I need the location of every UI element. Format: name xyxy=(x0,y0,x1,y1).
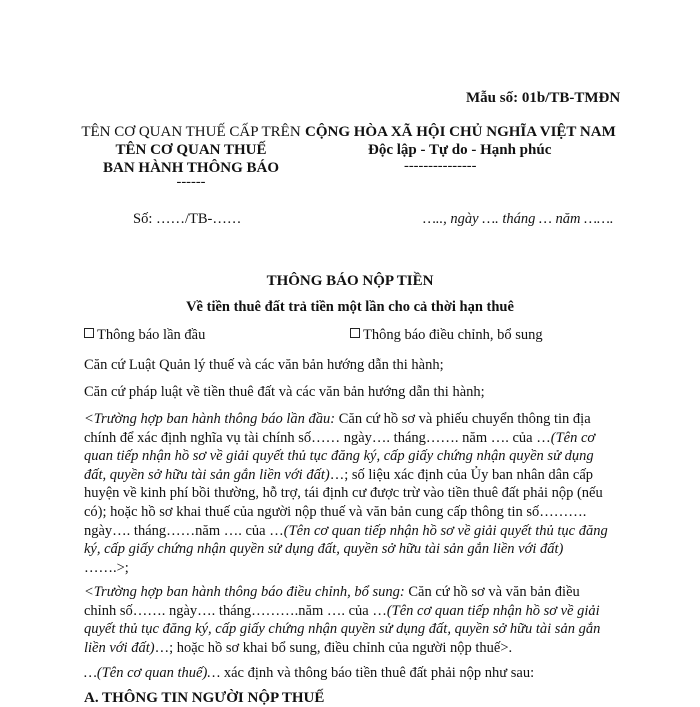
case1-line1-text: Căn cứ hồ sơ và phiếu chuyển thông tin địa xyxy=(335,411,591,427)
case2-line2-text: chỉnh số……. ngày…. tháng……….năm …. của … xyxy=(84,602,387,619)
case1-line8: ký, cấp giấy chứng nhận quyền sử dụng đất, quyền sở hữu tài sản gắn liền với đất) xyxy=(84,541,564,558)
document-number: Số: ……/TB-…… xyxy=(133,211,242,227)
case2-line1-italic: <Trường hợp ban hành thông báo điều chỉnh, bổ sung: xyxy=(84,584,405,600)
case1-line7-text: ngày…. tháng……năm …. của … xyxy=(84,522,284,539)
agency-header-divider: ------ xyxy=(176,174,206,190)
section-a-heading: A. THÔNG TIN NGƯỜI NỘP THUẾ xyxy=(84,690,325,706)
case-first-notice-paragraph xyxy=(84,410,624,577)
notice-title: THÔNG BÁO NỘP TIỀN xyxy=(266,273,434,289)
document-date: ….., ngày …. tháng … năm ……. xyxy=(423,211,614,227)
national-motto: Độc lập - Tự do - Hạnh phúc xyxy=(368,142,552,158)
case1-line1-italic: <Trường hợp ban hành thông báo lần đầu: xyxy=(84,411,336,427)
checkbox-first-notice[interactable] xyxy=(84,328,94,338)
conclusion-line xyxy=(84,665,534,682)
case-adjust-notice-paragraph xyxy=(84,583,624,657)
case2-line3: quyết thủ tục đăng ký, cấp giấy chứng nhận quyền sử dụng đất, quyền sở hữu tài sản gắn xyxy=(84,621,601,638)
case2-line4-italic: liền với đất) xyxy=(84,639,155,656)
legal-basis-1: Căn cứ Luật Quản lý thuế và các văn bản hướng dẫn thi hành; xyxy=(84,357,444,373)
case2-line4-text: …; hoặc hồ sơ khai bổ sung, điều chỉnh của người nộp thuế>. xyxy=(154,639,513,656)
case1-line5: huyện về kinh phí bồi thường, hỗ trợ, tái định cư được trừ vào tiền thuê đất phải nộp (nếu xyxy=(84,485,603,502)
agency-header-line2: TÊN CƠ QUAN THUẾ xyxy=(115,142,267,158)
legal-basis-2: Căn cứ pháp luật về tiền thuê đất và các văn bản hướng dẫn thi hành; xyxy=(84,384,485,400)
agency-header-line3: BAN HÀNH THÔNG BÁO xyxy=(103,160,279,176)
conclusion-agency: …(Tên cơ quan thuế)… xyxy=(84,665,221,681)
option-first-label: Thông báo lần đầu xyxy=(97,327,206,343)
case1-line6: có); hoặc hồ sơ khai thuế của người nộp thuế và văn bản cung cấp thông tin số………. xyxy=(84,503,587,520)
case1-line4-italic: đất, quyền sở hữu tài sản gắn liền với đất) xyxy=(84,466,330,483)
case1-line7-italic: (Tên cơ quan tiếp nhận hồ sơ về giải quyết thủ tục đăng xyxy=(283,522,608,539)
national-divider: --------------- xyxy=(404,158,477,174)
notice-subtitle: Về tiền thuê đất trả tiền một lần cho cả thời hạn thuê xyxy=(186,299,514,315)
case2-line2-italic: (Tên cơ quan tiếp nhận hồ sơ về giải xyxy=(386,602,600,619)
case1-line4-text: …; số liệu xác định của Ủy ban nhân dân cấp xyxy=(329,466,594,483)
case2-line1-text: Căn cứ hồ sơ và văn bản điều xyxy=(404,584,580,600)
form-code: Mẫu số: 01b/TB-TMĐN xyxy=(466,90,621,106)
option-first-notice[interactable] xyxy=(84,327,205,344)
case1-line9: …….>; xyxy=(84,559,129,576)
case1-line2-text: chính để xác định nghĩa vụ tài chính số…… ngày…. tháng……. năm …. của … xyxy=(84,429,551,446)
case1-line3: quan tiếp nhận hồ sơ về giải quyết thủ tục đăng ký, cấp giấy chứng nhận quyền sử dụng xyxy=(84,448,594,465)
option-adjust-label: Thông báo điều chỉnh, bổ sung xyxy=(363,327,543,343)
national-title: CỘNG HÒA XÃ HỘI CHỦ NGHĨA VIỆT NAM xyxy=(305,124,616,140)
option-adjust-notice[interactable] xyxy=(350,327,543,344)
checkbox-adjust-notice[interactable] xyxy=(350,328,360,338)
conclusion-text: xác định và thông báo tiền thuê đất phải nộp như sau: xyxy=(220,665,535,681)
agency-header-line1: TÊN CƠ QUAN THUẾ CẤP TRÊN xyxy=(81,124,301,140)
case1-line2-italic: (Tên cơ xyxy=(550,429,596,446)
